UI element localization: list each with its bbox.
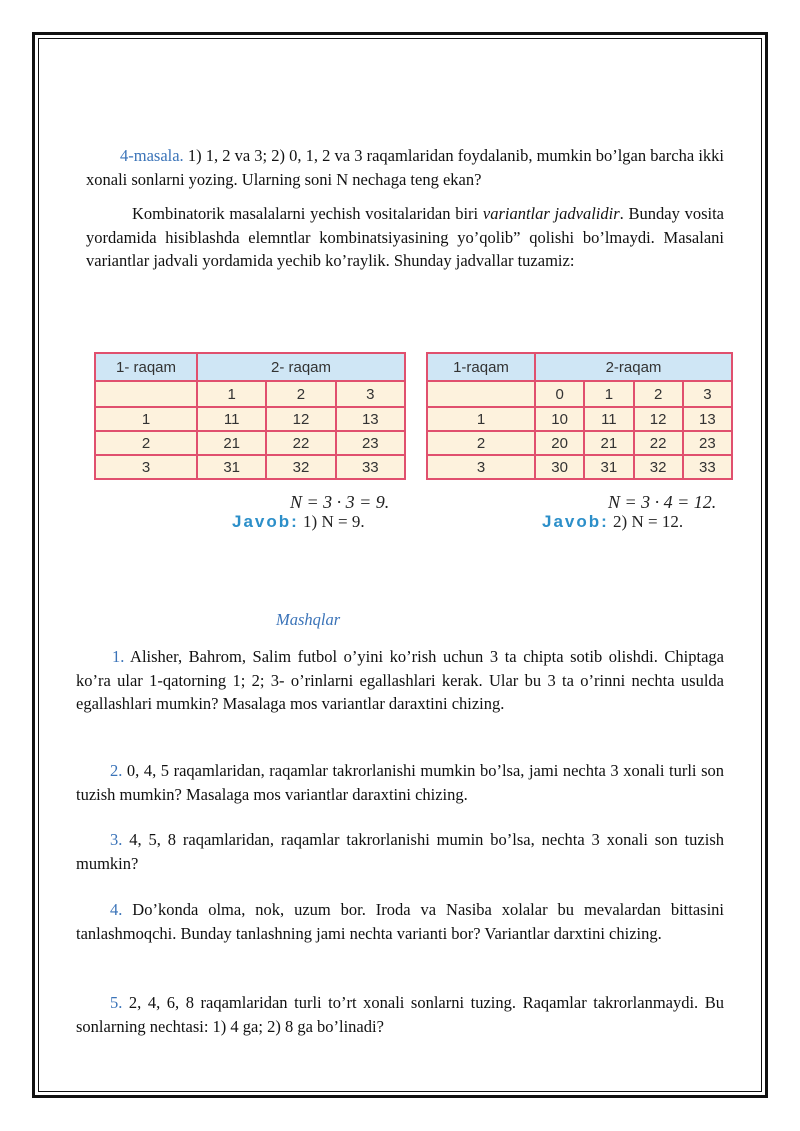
table2-answer-label: Javob: <box>542 512 609 531</box>
variants-table-1 <box>94 352 406 480</box>
table1-col: 2 <box>266 381 335 407</box>
table2-formula: N = 3 · 4 = 12. <box>608 492 717 512</box>
exercise-text: Alisher, Bahrom, Salim futbol o’yini ko’rish uchun 3 ta chipta sotib olishdi. Chiptaga ko’ra ular 1-qatorning 1; 2; 3- o’rinlarni egallashlari kerak. Ular bu 3 ta o’rinni nechta usulda egallashlari mumkin? Masalaga mos variantlar daraxtini chizing. <box>76 647 724 713</box>
table2-row-label: 2 <box>427 431 535 455</box>
table2-col: 0 <box>535 381 584 407</box>
table2-row-label: 1 <box>427 407 535 431</box>
table1-col: 3 <box>336 381 405 407</box>
table2-cell: 10 <box>535 407 584 431</box>
table1-answer-value: 1) N = 9. <box>298 512 365 531</box>
table1-answer <box>232 512 365 532</box>
intro-part1: Kombinatorik masalalarni yechish vositalaridan biri <box>132 204 483 223</box>
variants-table-2 <box>426 352 733 480</box>
table1-cell: 22 <box>266 431 335 455</box>
problem-label: 4-masala. <box>120 146 184 165</box>
exercise-text: 2, 4, 6, 8 raqamlaridan turli to’rt xonali sonlarni tuzing. Raqamlar takrorlanmaydi. Bu sonlarning nechtasi: 1) 4 ga; 2) 8 ga bo’linadi? <box>76 993 724 1036</box>
table1-cell: 31 <box>197 455 266 479</box>
table1-answer-label: Javob: <box>232 512 299 531</box>
table1-cell: 13 <box>336 407 405 431</box>
table2-answer-value: 2) N = 12. <box>608 512 684 531</box>
table2-col: 1 <box>584 381 633 407</box>
table2-cell: 11 <box>584 407 633 431</box>
table2-cell: 30 <box>535 455 584 479</box>
table2-cell: 21 <box>584 431 633 455</box>
table2-cell: 12 <box>634 407 683 431</box>
exercise-number: 2. <box>110 761 123 780</box>
exercise-4 <box>76 898 724 945</box>
exercise-5 <box>76 991 724 1038</box>
table1-row-label: 1 <box>95 407 197 431</box>
table2-header-right: 2-raqam <box>535 353 732 381</box>
table2-col: 3 <box>683 381 732 407</box>
table1-cell: 32 <box>266 455 335 479</box>
intro-paragraph <box>86 202 724 273</box>
table2-cell: 31 <box>584 455 633 479</box>
table1-cell: 11 <box>197 407 266 431</box>
table1-header-left: 1- raqam <box>95 353 197 381</box>
problem-paragraph <box>86 144 724 191</box>
exercise-3 <box>76 828 724 875</box>
table1-cell: 21 <box>197 431 266 455</box>
table2-answer <box>542 512 683 532</box>
table2-cell: 33 <box>683 455 732 479</box>
table2-row-label: 3 <box>427 455 535 479</box>
table2-corner <box>427 381 535 407</box>
intro-italic: variantlar jadvalidir <box>482 204 620 223</box>
exercise-text: 0, 4, 5 raqamlaridan, raqamlar takrorlanishi mumkin bo’lsa, jami nechta 3 xonali turli son tuzish mumkin? Masalaga mos variantlar daraxtini chizing. <box>76 761 724 804</box>
table2-cell: 20 <box>535 431 584 455</box>
table2-cell: 22 <box>634 431 683 455</box>
exercise-number: 3. <box>110 830 123 849</box>
table2-cell: 32 <box>634 455 683 479</box>
exercises-heading: Mashqlar <box>276 610 341 629</box>
table1-row-label: 3 <box>95 455 197 479</box>
table2-cell: 13 <box>683 407 732 431</box>
table1-corner <box>95 381 197 407</box>
exercise-2 <box>76 759 724 806</box>
problem-text: 1) 1, 2 va 3; 2) 0, 1, 2 va 3 raqamlaridan foydalanib, mumkin bo’lgan barcha ikki xonali sonlarni yozing. Ularning soni N nechaga teng ekan? <box>86 146 724 189</box>
exercise-1 <box>76 645 724 716</box>
table2-col: 2 <box>634 381 683 407</box>
table1-formula: N = 3 · 3 = 9. <box>290 492 390 512</box>
table1-header-right: 2- raqam <box>197 353 405 381</box>
intro-part2: . Bunday vosita yordamida hisiblashda elemntlar kombinatsiyasining yo’qolib” qolishi bo’lmaydi. Masalani variantlar jadvali yordamida yechib ko’raylik. Shunday jadvallar tuzamiz: <box>86 204 724 270</box>
table1-col: 1 <box>197 381 266 407</box>
table1-cell: 23 <box>336 431 405 455</box>
table1-row-label: 2 <box>95 431 197 455</box>
exercise-number: 1. <box>112 647 125 666</box>
table1-cell: 33 <box>336 455 405 479</box>
exercise-number: 5. <box>110 993 123 1012</box>
table2-cell: 23 <box>683 431 732 455</box>
exercise-text: 4, 5, 8 raqamlaridan, raqamlar takrorlanishi mumin bo’lsa, nechta 3 xonali son tuzish mumkin? <box>76 830 724 873</box>
table1-cell: 12 <box>266 407 335 431</box>
exercise-text: Do’konda olma, nok, uzum bor. Iroda va Nasiba xolalar bu mevalardan bittasini tanlashmoqchi. Bunday tanlashning jami nechta varianti bor? Variantlar darxtini chizing. <box>76 900 724 943</box>
table2-header-left: 1-raqam <box>427 353 535 381</box>
exercise-number: 4. <box>110 900 123 919</box>
